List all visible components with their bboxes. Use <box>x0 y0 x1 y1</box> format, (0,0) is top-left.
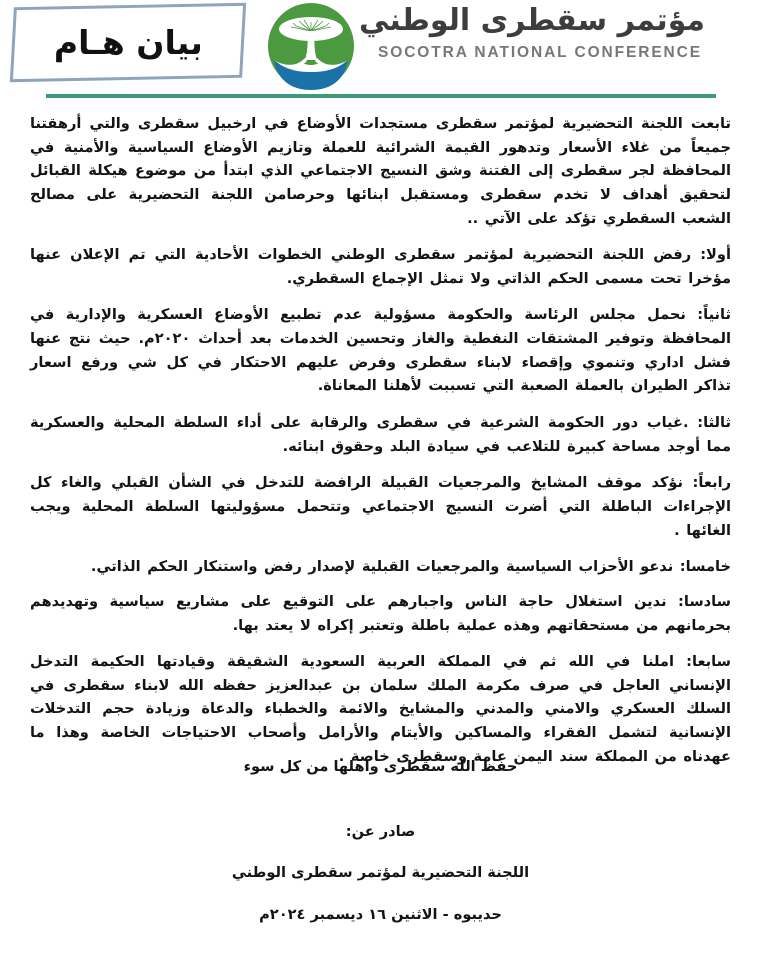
issued-by-label: صادر عن: <box>345 823 416 840</box>
document-header <box>0 0 763 92</box>
important-notice-label: بيان هـام <box>53 23 203 62</box>
important-notice-badge <box>10 3 246 82</box>
closing-blessing: حفظ الله سقطرى واهلها من كل سوء <box>243 758 518 775</box>
paragraph-intro: تابعت اللجنة التحضيرية لمؤتمر سقطرى مستجدات الأوضاع في ارخبيل سقطرى والتي أرهقتنا جميعاً من غلاء الأسعار وتدهور القيمة الشرائية للعملة وتازيم الأوضاع السياسية والأمنية في المحافظة لجر سقطرى إلى الفتنة وشق النسيج الاجتماعي الذي ابتدأ من موضوع هيكلة القبائل لتحقيق أهداف لا تخدم سقطرى ومستقبل ابنائها وحرصامن اللجنة التحضيرية على مصالح الشعب السقطري تؤكد على الآتي .. <box>30 115 731 227</box>
place-and-date: حديبوه - الاثنين ١٦ ديسمبر ٢٠٢٤م <box>259 905 502 923</box>
header-divider <box>46 94 716 98</box>
socotra-dragon-tree-logo <box>258 2 364 90</box>
brand-block <box>359 3 705 62</box>
paragraph-point-3: ثالثا: .غياب دور الحكومة الشرعية في سقطرى والرقابة على أداء السلطة المحلية والعسكرية مما أوجد مساحة كبيرة للتلاعب في سيادة البلد وحقوق ابنائه. <box>30 414 731 455</box>
brand-title-english: SOCOTRA NATIONAL CONFERENCE <box>378 43 702 61</box>
statement-body <box>30 112 731 768</box>
paragraph-point-1: أولا: رفض اللجنة التحضيرية لمؤتمر سقطرى الوطني الخطوات الأحادية التي تم الإعلان عنها مؤخرا تحت مسمى الحكم الذاتي ولا تمثل الإجماع السقطري. <box>30 246 731 287</box>
paragraph-point-7: سابعا: املنا في الله ثم في المملكة العربية السعودية الشقيقة وقيادتها الحكيمة التدخل الإنساني العاجل في صرف مكرمة الملك سلمان بن عبدالعزيز حفظه الله لابناء سقطرى في السلك العسكري والامني والمدني والمشايخ والائمة والخطباء والدعاة وزيادة حجم التدخلات الإنسانية لتشمل الفقراء والمساكين والأيتام والأرامل وأصحاب الاحتياجات الخاصة وهذا ما عهدناه من المملكة سند اليمن عامة وسقطرى خاصة . <box>30 653 731 765</box>
issuer-block <box>30 820 731 926</box>
issuer-name: اللجنة التحضيرية لمؤتمر سقطرى الوطني <box>231 864 530 882</box>
paragraph-point-6: سادسا: ندين استغلال حاجة الناس واجبارهم على التوقيع على مشاريع سياسية وتهديدهم بحرمانهم من مستحقاتهم وهذه عملية باطلة وتعتبر إكراه لا يعتد بها. <box>30 592 731 634</box>
brand-title-arabic: مؤتمر سقطرى الوطني <box>359 3 705 38</box>
paragraph-point-4: رابعاً: نؤكد موقف المشايخ والمرجعيات القبيلة الرافضة للتدخل في الشأن القبلي والغاء كل الإجراءات الباطلة التي أضرت النسيج الاجتماعي وتتحمل مسؤوليتها السلطة المحلية ويجب الغائها . <box>30 474 731 539</box>
paragraph-point-5: خامسا: ندعو الأحزاب السياسية والمرجعيات القبلية لإصدار رفض واستنكار الحكم الذاتي. <box>90 558 731 576</box>
paragraph-point-2: ثانياً: نحمل مجلس الرئاسة والحكومة مسؤولية عدم تطبيع الأوضاع العسكرية والإدارية في المحافظة وتوفير المشتقات النفطية والغاز وتحسين الخدمات بعد أحداث ٢٠٢٠م. حيث نتج عنها فشل اداري وتنموي وإقصاء لابناء سقطرى وفرض عليهم الاحتكار في كل شي ورفع اسعار تذاكر الطيران بالعملة الصعبة التي تسببت لأهلنا المعاناة. <box>30 306 731 395</box>
